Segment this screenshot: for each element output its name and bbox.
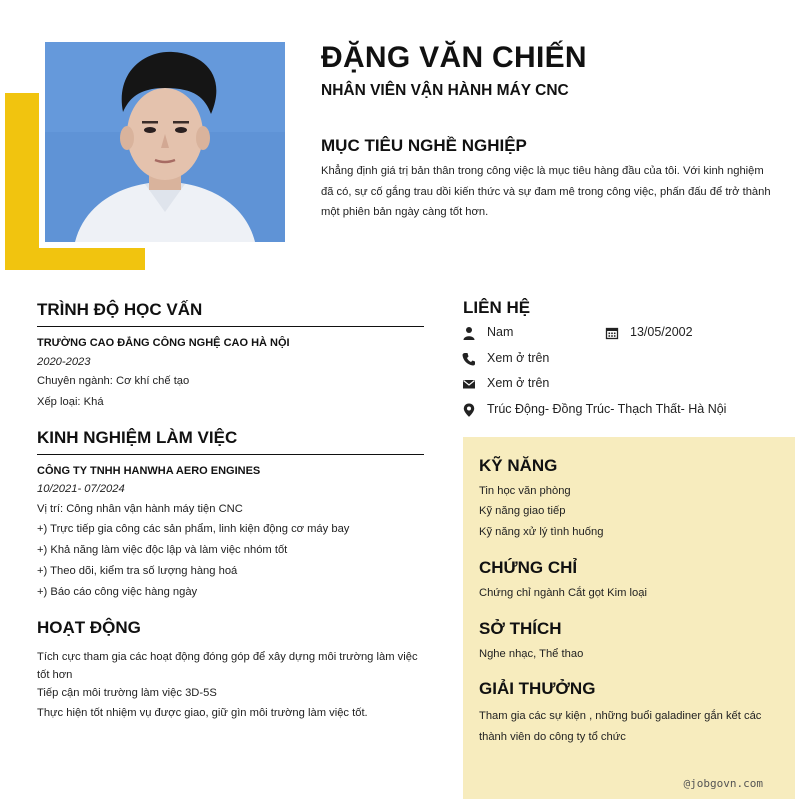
skill-item: Kỹ năng xử lý tình huống: [479, 526, 604, 538]
experience-item: Vị trí: Công nhân vận hành máy tiện CNC: [37, 503, 243, 515]
contact-gender: Nam: [487, 325, 514, 339]
phone-icon: [462, 352, 476, 366]
education-period: 2020-2023: [37, 356, 91, 368]
contact-birthday: 13/05/2002: [630, 325, 693, 339]
certificate-item: Chứng chỉ ngành Cắt gọt Kim loại: [479, 587, 647, 599]
contact-heading: LIÊN HỆ: [463, 298, 531, 317]
contact-address: Trúc Động- Đồng Trúc- Thạch Thất- Hà Nội: [487, 402, 727, 416]
experience-item: +) Báo cáo công việc hàng ngày: [37, 586, 198, 598]
watermark: @jobgovn.com: [683, 777, 763, 790]
profile-photo: [45, 42, 285, 242]
contact-email: Xem ở trên: [487, 376, 550, 390]
education-school: TRƯỜNG CAO ĐẲNG CÔNG NGHỆ CAO HÀ NỘI: [37, 337, 290, 349]
objective-text: Khẳng định giá trị bản thân trong công việc là mục tiêu hàng đầu của tôi. Với kinh nghiệm đã có, sự cố gắng trau dồi kiến thức và sự đam mê trong công việc, phấn đấu để trở thành một phiên bản ngày càng tốt hơn.: [321, 165, 771, 219]
skill-item: Kỹ năng giao tiếp: [479, 505, 566, 517]
skill-item: Tin học văn phòng: [479, 485, 571, 497]
education-divider: [37, 326, 424, 327]
experience-item: +) Khả năng làm việc độc lập và làm việc nhóm tốt: [37, 544, 288, 556]
education-heading: TRÌNH ĐỘ HỌC VẤN: [37, 300, 203, 319]
calendar-icon: [605, 326, 619, 340]
decorative-frame-horizontal: [5, 248, 145, 270]
awards-text: Tham gia các sự kiện , những buổi galadiner gắn kết các thành viên do công ty tổ chức: [479, 710, 762, 743]
person-icon: [462, 326, 476, 340]
experience-company: CÔNG TY TNHH HANWHA AERO ENGINES: [37, 465, 261, 477]
decorative-frame-vertical: [5, 93, 39, 270]
certificates-heading: CHỨNG CHỈ: [479, 558, 578, 577]
skills-heading: KỸ NĂNG: [479, 456, 558, 475]
objective-heading: MỤC TIÊU NGHỀ NGHIỆP: [321, 136, 527, 155]
activities-heading: HOẠT ĐỘNG: [37, 618, 141, 637]
mail-icon: [462, 377, 476, 391]
experience-item: +) Theo dõi, kiểm tra số lượng hàng hoá: [37, 565, 238, 577]
experience-divider: [37, 454, 424, 455]
portrait-illustration: [45, 42, 285, 242]
hobbies-heading: SỞ THÍCH: [479, 619, 562, 638]
awards-heading: GIẢI THƯỞNG: [479, 679, 596, 698]
activity-item: Tích cực tham gia các hoạt động đóng góp để xây dựng môi trường làm việc tốt hơn: [37, 651, 418, 681]
contact-phone: Xem ở trên: [487, 351, 550, 365]
activity-item: Thực hiện tốt nhiệm vụ được giao, giữ gìn môi trường làm việc tốt.: [37, 707, 368, 719]
experience-heading: KINH NGHIỆM LÀM VIỆC: [37, 428, 238, 447]
hobbies-text: Nghe nhạc, Thể thao: [479, 648, 584, 660]
job-title: NHÂN VIÊN VẬN HÀNH MÁY CNC: [321, 82, 569, 99]
experience-item: +) Trực tiếp gia công các sản phẩm, linh kiện động cơ máy bay: [37, 523, 350, 535]
education-grade: Xếp loại: Khá: [37, 396, 104, 408]
location-pin-icon: [462, 403, 476, 417]
activity-item: Tiếp cận môi trường làm việc 3D-5S: [37, 687, 217, 699]
experience-period: 10/2021- 07/2024: [37, 483, 125, 495]
education-major: Chuyên ngành: Cơ khí chế tạo: [37, 375, 190, 387]
candidate-name: ĐẶNG VĂN CHIẾN: [321, 41, 587, 74]
